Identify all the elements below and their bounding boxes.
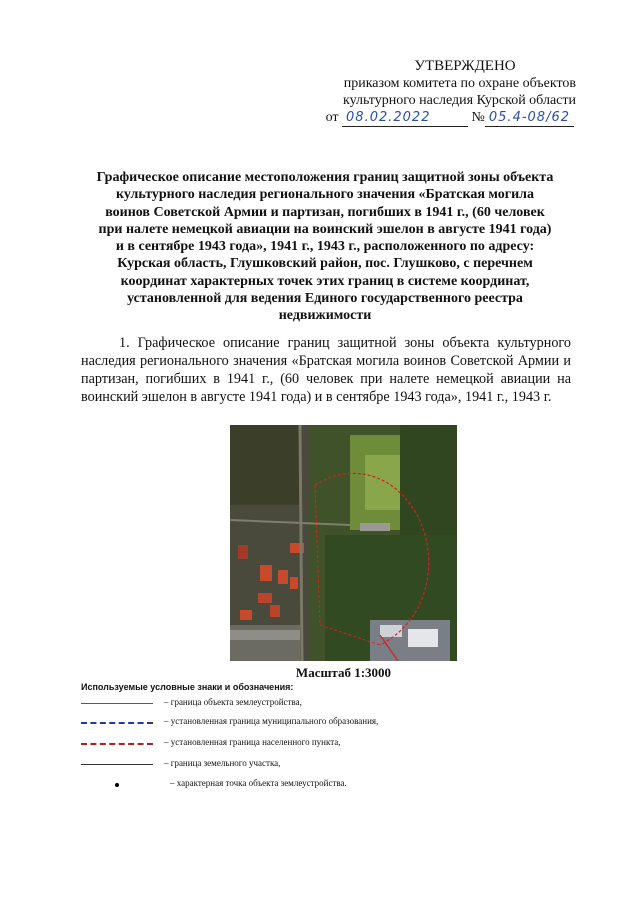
handwritten-date: 08.02.2022 (346, 110, 431, 125)
approval-line-1: приказом комитета по охране объектов (343, 76, 576, 91)
map-scale: Масштаб 1:3000 (295, 665, 392, 680)
document-title: Графическое описание местоположения границ защитной зоны объекта культурного наследия регионального значения «Братская могила воинов Советской Армии и партизан, погибших в 1941 г., (60 человек при налете немецкой авиации на воинский эшелон в августе 1941 года) и в сентябре 1943 года», 1941 г., 1943 г., расположенного по адресу: Курская область, Глушковский район, пос. Глушково, с перечнем координат характерных точек этих границ в системе координат, установленной для ведения Единого государственного реестра недвижимости (96, 170, 554, 324)
number-field (485, 109, 574, 127)
red-solid-line-symbol (81, 703, 153, 704)
approval-date-number (300, 109, 574, 127)
legend-item-label: – граница земельного участка, (164, 758, 281, 768)
legend-item-label: – характерная точка объекта землеустройства. (170, 778, 347, 788)
legend-item-label: – установленная граница муниципального образования, (164, 716, 379, 726)
section-1-paragraph: 1. Графическое описание границ защитной зоны объекта культурного наследия регионального значения «Братская могила воинов Советской Армии и партизан, погибших в 1941 г., (60 человек при налете немецкой авиации на воинский эшелон в августе 1941 года) и в сентябре 1943 года», 1941 г., 1943 г. (81, 335, 571, 405)
approval-heading: УТВЕРЖДЕНО (414, 58, 516, 74)
black-solid-line-symbol (81, 764, 153, 765)
legend-item-municipal-boundary (81, 716, 501, 730)
red-dashed-line-symbol (81, 743, 153, 745)
legend-item-label: – граница объекта землеустройства, (164, 697, 302, 707)
approval-line-2: культурного наследия Курской области (342, 93, 576, 108)
legend-title: Используемые условные знаки и обозначения: (81, 682, 294, 692)
legend-item-settlement-boundary (81, 737, 501, 751)
approval-stamp (300, 58, 590, 127)
number-label: № (471, 110, 485, 125)
legend-item-characteristic-point (81, 778, 501, 792)
date-field (342, 109, 468, 127)
legend-item-label: – установленная граница населенного пункта, (164, 737, 341, 747)
handwritten-number: 05.4-08/62 (488, 110, 570, 125)
from-label: от (325, 110, 339, 125)
legend-item-object-boundary (81, 697, 501, 711)
legend-item-land-plot-boundary (81, 758, 501, 772)
aerial-map-image (230, 425, 457, 661)
point-symbol-icon (115, 783, 119, 787)
blue-dashed-line-symbol (81, 722, 153, 724)
